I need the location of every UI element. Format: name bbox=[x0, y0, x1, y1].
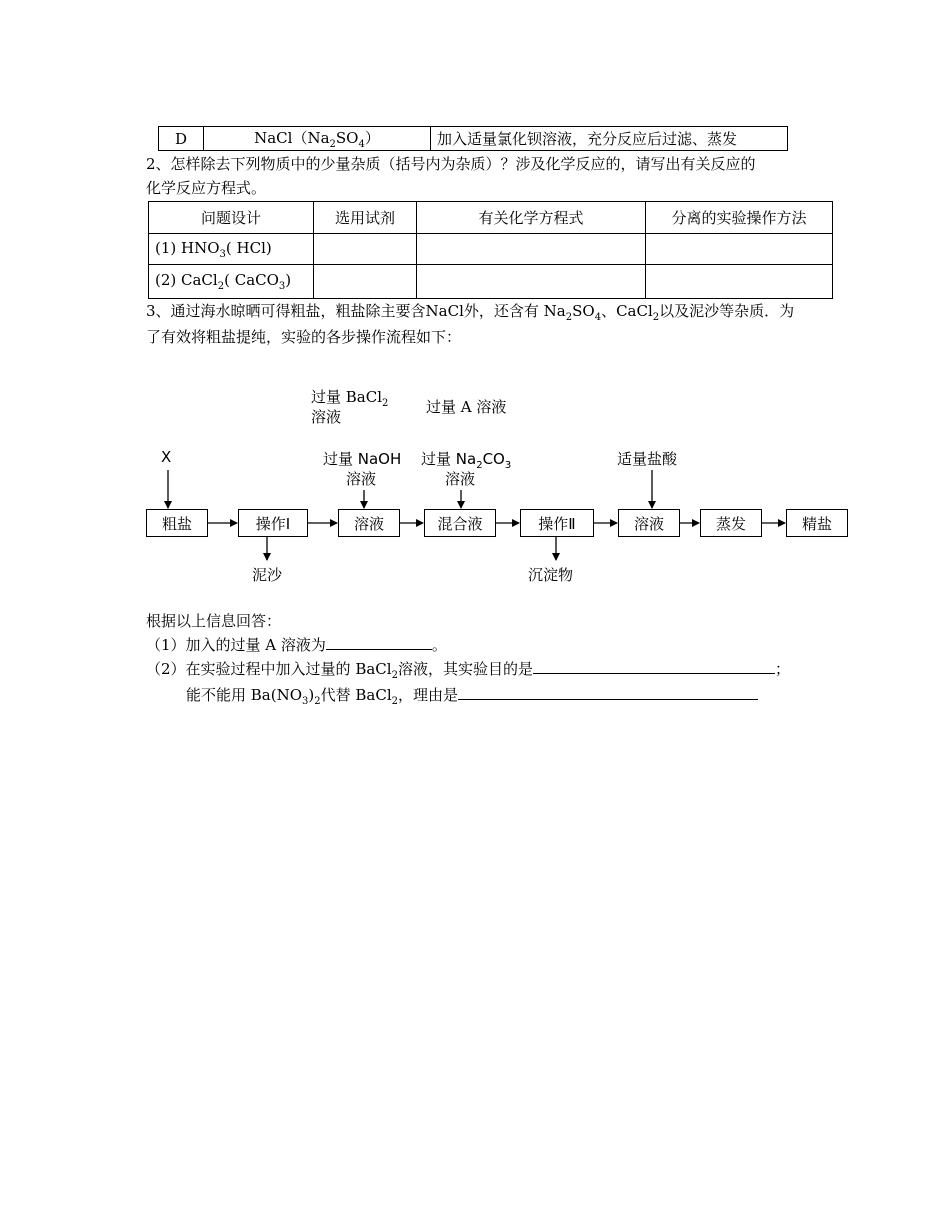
q2-row2-design: (2) CaCl$_2$( CaCO$_3$) bbox=[149, 265, 314, 299]
flow-box-refined-salt: 精盐 bbox=[786, 509, 848, 537]
q2-row1-design: (1) $HNO_3$( HCl) bbox=[149, 234, 314, 265]
mud-label: 泥沙 bbox=[252, 566, 283, 584]
bacl2-label-line2: 溶液 bbox=[311, 408, 342, 426]
row-d-method: 加入适量氯化钡溶液，充分反应后过滤、蒸发 bbox=[431, 127, 788, 151]
answer-q2-blank[interactable] bbox=[533, 659, 775, 674]
bacl2-label: 过量 BaCl$_2$ bbox=[311, 388, 389, 409]
flow-box-operation-2: 操作Ⅱ bbox=[520, 509, 594, 537]
flow-box-solution-1: 溶液 bbox=[338, 509, 400, 537]
q3-line2: 了有效将粗盐提纯，实验的各步操作流程如下： bbox=[146, 328, 462, 346]
q3-line1: 3、通过海水晾晒可得粗盐，粗盐除主要含NaCl外，还含有 $Na_2SO_4$、CaCl$_2$以及泥沙等杂质．为 bbox=[146, 302, 795, 323]
x-label: X bbox=[161, 448, 172, 466]
q2-line2: 化学反应方程式。 bbox=[146, 179, 267, 197]
row-d-label: D bbox=[159, 127, 204, 151]
flow-box-operation-1: 操作Ⅰ bbox=[238, 509, 308, 537]
q2-header-reagent: 选用试剂 bbox=[314, 202, 417, 234]
answer-q3-blank[interactable] bbox=[458, 685, 758, 700]
answer-q2: （2）在实验过程中加入过量的 BaCl$_2$溶液，其实验目的是 ； bbox=[146, 660, 790, 681]
flow-box-solution-2: 溶液 bbox=[618, 509, 680, 537]
q2-line1: 2、怎样除去下列物质中的少量杂质（括号内为杂质）？涉及化学反应的，请写出有关反应的 bbox=[146, 155, 756, 173]
q2-header-design: 问题设计 bbox=[149, 202, 314, 234]
naoh-label: 过量 NaOH bbox=[323, 450, 402, 468]
q2-header-equation: 有关化学方程式 bbox=[417, 202, 646, 234]
na2co3-label-line2: 溶液 bbox=[445, 470, 476, 488]
naoh-label-line2: 溶液 bbox=[346, 470, 377, 488]
answer-q1: （1）加入的过量 A 溶液为 。 bbox=[146, 636, 447, 654]
answer-q1-blank[interactable] bbox=[326, 635, 432, 650]
q2-header-method: 分离的实验操作方法 bbox=[646, 202, 833, 234]
excess-a-label: 过量 A 溶液 bbox=[426, 398, 507, 416]
answer-q3: 能不能用 $Ba(NO_3)_2$代替 BaCl$_2$，理由是 bbox=[186, 684, 758, 713]
flow-box-evaporate: 蒸发 bbox=[700, 509, 762, 537]
hcl-label: 适量盐酸 bbox=[617, 450, 678, 468]
row-d-substance: $NaCl(Na_2SO_4)$ bbox=[204, 127, 431, 151]
na2co3-label: 过量 $Na_2CO_3$ bbox=[421, 450, 512, 471]
flow-box-crude-salt: 粗盐 bbox=[146, 509, 208, 537]
flow-box-mixture: 混合液 bbox=[424, 509, 496, 537]
precipitate-label: 沉淀物 bbox=[528, 566, 574, 584]
answers-intro: 根据以上信息回答： bbox=[146, 612, 282, 630]
